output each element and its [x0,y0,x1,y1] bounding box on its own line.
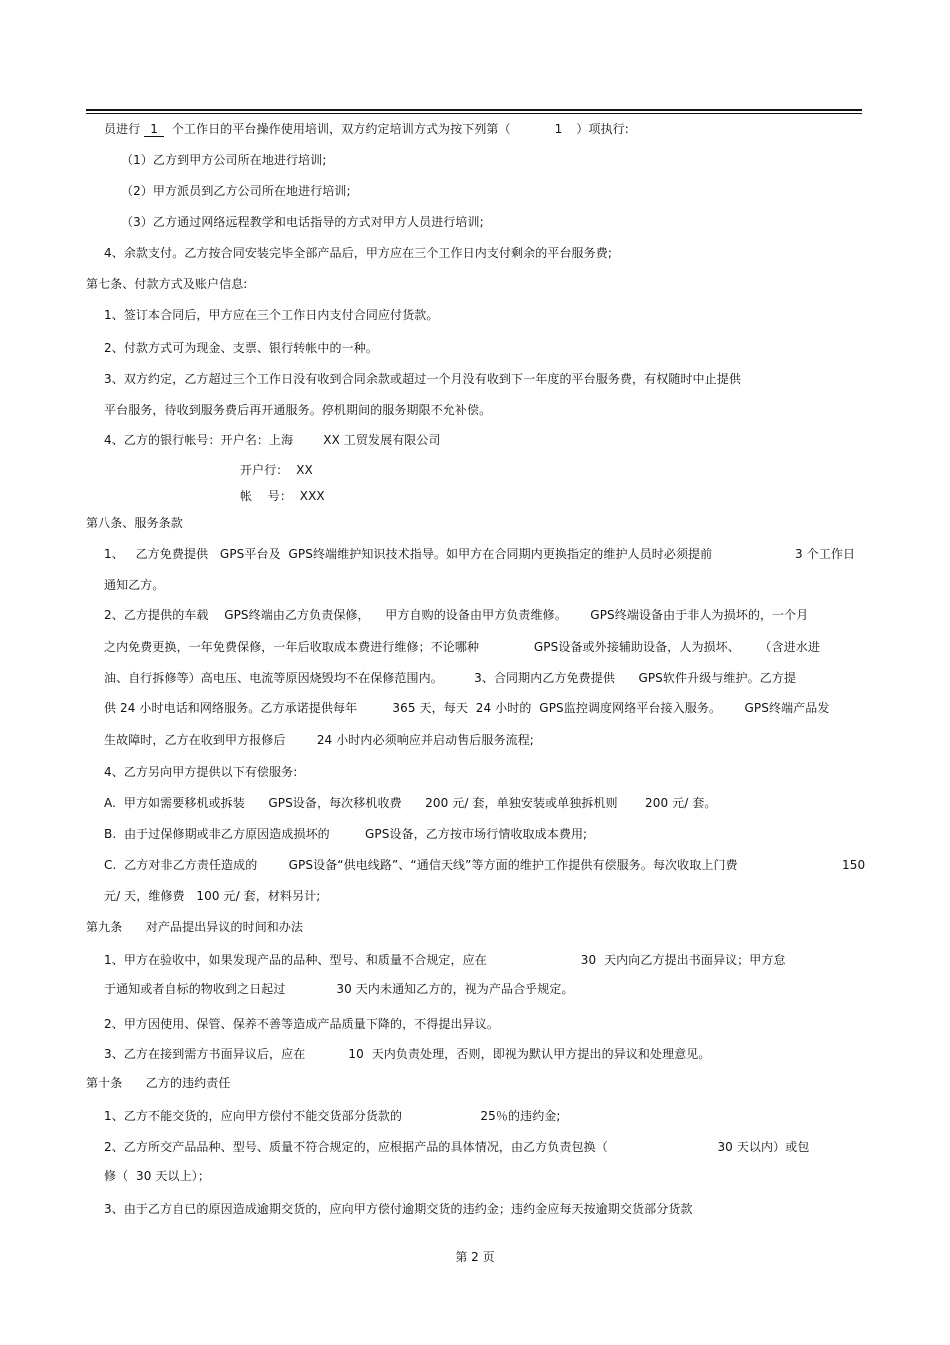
text-line: 2、甲方因使用、保管、保养不善等造成产品质量下降的，不得提出异议。 [104,1017,499,1031]
text-line: 1、乙方不能交货的，应向甲方偿付不能交货部分货款的 25％的违约金; [104,1109,561,1123]
text-line: 3、双方约定，乙方超过三个工作日没有收到合同余款或超过一个月没有收到下一年度的平台服务费，有权随时中止提供 [104,372,741,386]
text-line: 2、乙方提供的车载 GPS终端由乙方负责保修， 甲方自购的设备由甲方负责维修。 GPS终端设备由于非人为损坏的，一个月 [104,608,809,622]
text-line: 1、甲方在验收中，如果发现产品的品种、型号、和质量不合规定，应在 30 天内向乙方提出书面异议；甲方怠 [104,953,786,967]
text-line: 修（ 30 天以上）； [104,1169,210,1183]
text-line: 150 [842,858,866,872]
text-line: 油、自行拆修等）高电压、电流等原因烧毁均不在保修范围内。 3、合同期内乙方免费提供 GPS软件升级与维护。乙方提 [104,671,796,685]
header-rule-thick [86,109,862,111]
text-line: 1、签订本合同后，甲方应在三个工作日内支付合同应付货款。 [104,308,439,322]
section-heading: 第八条、服务条款 [86,516,183,530]
text-line: 之内免费更换，一年免费保修，一年后收取成本费进行维修；不论哪种 GPS设备或外接辅助设备，人为损坏、 （含进水进 [104,640,820,654]
text-line: （1）乙方到甲方公司所在地进行培训; [121,153,327,167]
text-line: 元/ 天，维修费 100 元/ 套，材料另计; [104,889,321,903]
text-line: （3）乙方通过网络远程教学和电话指导的方式对甲方人员进行培训; [121,215,484,229]
text-line: 员进行 1 个工作日的平台操作使用培训，双方约定培训方式为按下列第（ 1 ）项执行: [104,122,629,136]
header-rule-thin [86,113,862,114]
text-line: 供 24 小时电话和网络服务。乙方承诺提供每年 365 天，每天 24 小时的 GPS监控调度网络平台接入服务。 GPS终端产品发 [104,701,830,715]
text-line: 平台服务，待收到服务费后再开通服务。停机期间的服务期限不允补偿。 [104,403,492,417]
text-line: 4、乙方的银行帐号：开户名：上海 XX 工贸发展有限公司 [104,433,441,447]
text-line: 4、乙方另向甲方提供以下有偿服务: [104,765,298,779]
section-heading: 第七条、付款方式及账户信息: [86,277,248,291]
text-line: A. 甲方如需要移机或拆装 GPS设备，每次移机收费 200 元/ 套，单独安装或单独拆机则 200 元/ 套。 [104,796,717,810]
text-line: （2）甲方派员到乙方公司所在地进行培训; [121,184,351,198]
text-line: 于通知或者自标的物收到之日起过 30 天内未通知乙方的，视为产品合乎规定。 [104,982,574,996]
text-line: 1、 乙方免费提供 GPS平台及 GPS终端维护知识技术指导。如甲方在合同期内更换指定的维护人员时必须提前 [104,547,713,561]
text-line: 通知乙方。 [104,578,165,592]
section-heading: 第九条 对产品提出异议的时间和办法 [86,920,304,934]
text-line: 3、乙方在接到需方书面异议后，应在 10 天内负责处理，否则，即视为默认甲方提出的异议和处理意见。 [104,1047,711,1061]
text-line: C. 乙方对非乙方责任造成的 GPS设备“供电线路”、“通信天线”等方面的维护工作提供有偿服务。每次收取上门费 [104,858,738,872]
text-line: B. 由于过保修期或非乙方原因造成损坏的 GPS设备，乙方按市场行情收取成本费用; [104,827,588,841]
blank-field: 1 [144,122,164,137]
text-line: 3 个工作日 [795,547,856,561]
text-line: 生故障时，乙方在收到甲方报修后 24 小时内必须响应并启动售后服务流程; [104,733,534,747]
text-line: 2、付款方式可为现金、支票、银行转帐中的一种。 [104,341,378,355]
section-heading: 第十条 乙方的违约责任 [86,1076,231,1090]
text-line: 帐 号： XXX [240,489,325,503]
text-line: 开户行： XX [240,463,313,477]
text-line: 4、余款支付。乙方按合同安装完毕全部产品后，甲方应在三个工作日内支付剩余的平台服务费; [104,246,612,260]
text-line: 2、乙方所交产品品种、型号、质量不符合规定的，应根据产品的具体情况，由乙方负责包换（ 30 天以内）或包 [104,1140,810,1154]
text-line: 3、由于乙方自已的原因造成逾期交货的，应向甲方偿付逾期交货的违约金；违约金应每天按逾期交货部分货款 [104,1202,693,1216]
page-number: 第 2 页 [455,1250,495,1264]
